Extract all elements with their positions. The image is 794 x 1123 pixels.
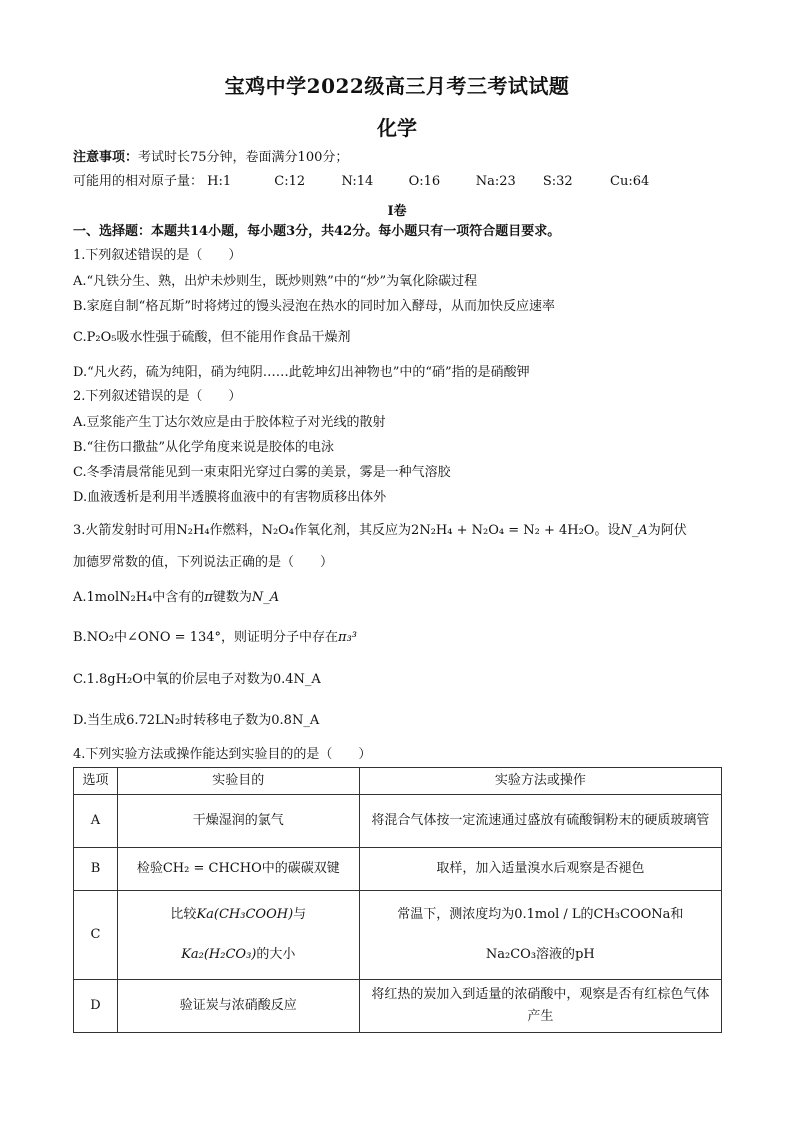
q3-stem-line2: 加德罗常数的值，下列说法正确的是（ ） — [73, 555, 334, 570]
table-header-row — [74, 768, 722, 795]
formula-p2o5: P₂O₅ — [86, 330, 117, 345]
goal-cell: 验证炭与浓硝酸反应 — [117, 980, 359, 1033]
q1-option-b: B.家庭自制“格瓦斯”时将烤过的馒头浸泡在热水的同时加入酵母，从而加快反应速率 — [73, 299, 555, 314]
reaction-equation: 2N₂H₄ + N₂O₄ = N₂ + 4H₂O — [411, 523, 595, 538]
table-header: 实验目的 — [117, 768, 359, 795]
atom-mass: Na:23 — [475, 174, 516, 189]
method-cell: 将红热的炭加入到适量的浓硝酸中，观察是否有红棕色气体产生 — [359, 980, 721, 1033]
q3-option-d: D.当生成6.72LN₂时转移电子数为0.8N_A — [73, 713, 320, 728]
option-cell: D — [74, 980, 118, 1033]
q3-option-c: C.1.8gH₂O中氧的价层电子对数为0.4N_A — [73, 672, 321, 687]
q2-option-d: D.血液透析是利用半透膜将血液中的有害物质移出体外 — [73, 490, 387, 505]
atom-mass: O:16 — [408, 174, 441, 189]
q1-option-d: D.“凡火药，硫为纯阳，硝为纯阴……此乾坤幻出神物也”中的“硝”指的是硝酸钾 — [73, 365, 530, 380]
method-cell: 将混合气体按一定流速通过盛放有硫酸铜粉末的硬质玻璃管 — [359, 795, 721, 848]
subject-title: 化学 — [377, 116, 417, 140]
exam-title: 宝鸡中学2022级高三月考三考试试题 — [224, 74, 570, 98]
q4-stem: 4.下列实验方法或操作能达到实验目的的是（ ） — [73, 747, 372, 762]
table-row — [74, 891, 722, 980]
q2-stem: 2.下列叙述错误的是（ ） — [73, 389, 242, 404]
atom-mass: S:32 — [542, 174, 573, 189]
atom-mass: H:1 — [207, 174, 232, 189]
formula-n2h4: N₂H₄ — [176, 523, 210, 538]
notice-label: 注意事项： — [73, 150, 139, 165]
q1-option-a: A.“凡铁分生、熟，出炉未炒则生，既炒则熟”中的“炒”为氧化除碳过程 — [73, 274, 478, 289]
table-header: 实验方法或操作 — [359, 768, 721, 795]
table-row — [74, 848, 722, 891]
atom-mass: N:14 — [341, 174, 374, 189]
section-heading: 一、选择题：本题共14小题，每小题3分，共42分。每小题只有一项符合题目要求。 — [73, 224, 561, 239]
experiment-table — [73, 767, 722, 1033]
notice-line — [73, 148, 734, 168]
table-row — [74, 980, 722, 1033]
notice-text: 考试时长75分钟，卷面满分100分； — [138, 150, 349, 165]
q3-option-b: B.NO₂中∠ONO = 134°，则证明分子中存在π₃³ — [73, 630, 357, 645]
table-row — [74, 795, 722, 848]
atom-mass: C:12 — [274, 174, 306, 189]
q3-option-a: A.1molN₂H₄中含有的π键数为N_A — [73, 590, 280, 605]
formula-n2o4: N₂O₄ — [261, 523, 295, 538]
atom-mass: Cu:64 — [610, 174, 650, 189]
goal-cell: 比较Ka(CH₃COOH)与 Ka₂(H₂CO₃)的大小 — [117, 891, 359, 980]
goal-cell: 检验CH₂ = CHCHO中的碳碳双键 — [117, 848, 359, 891]
table-header: 选项 — [74, 768, 118, 795]
q1-stem: 1.下列叙述错误的是（ ） — [73, 248, 242, 263]
q2-option-c: C.冬季清晨常能见到一束束阳光穿过白雾的美景，雾是一种气溶胶 — [73, 465, 451, 480]
method-cell: 常温下，测浓度均为0.1mol / L的CH₃COONa和 Na₂CO₃溶液的pH — [359, 891, 721, 980]
atomic-mass-line — [73, 172, 734, 192]
option-cell: B — [74, 848, 118, 891]
symbol-na: N_A — [620, 523, 648, 538]
q1-option-c: C.P₂O₅吸水性强于硫酸，但不能用作食品干燥剂 — [73, 330, 351, 345]
method-cell: 取样，加入适量溴水后观察是否褪色 — [359, 848, 721, 891]
q3-stem-line1: 3.火箭发射时可用N₂H₄作燃料，N₂O₄作氧化剂，其反应为2N₂H₄ + N₂O₄ = N₂ + 4H₂O。设N_A为阿伏 — [73, 523, 687, 538]
option-cell: A — [74, 795, 118, 848]
q2-option-a: A.豆浆能产生丁达尔效应是由于胶体粒子对光线的散射 — [73, 415, 386, 430]
atoms-label: 可能用的相对原子量： — [73, 174, 204, 189]
option-cell: C — [74, 891, 118, 980]
volume-label: Ⅰ卷 — [387, 204, 407, 219]
goal-cell: 干燥湿润的氯气 — [117, 795, 359, 848]
q2-option-b: B.“往伤口撒盐”从化学角度来说是胶体的电泳 — [73, 440, 334, 455]
